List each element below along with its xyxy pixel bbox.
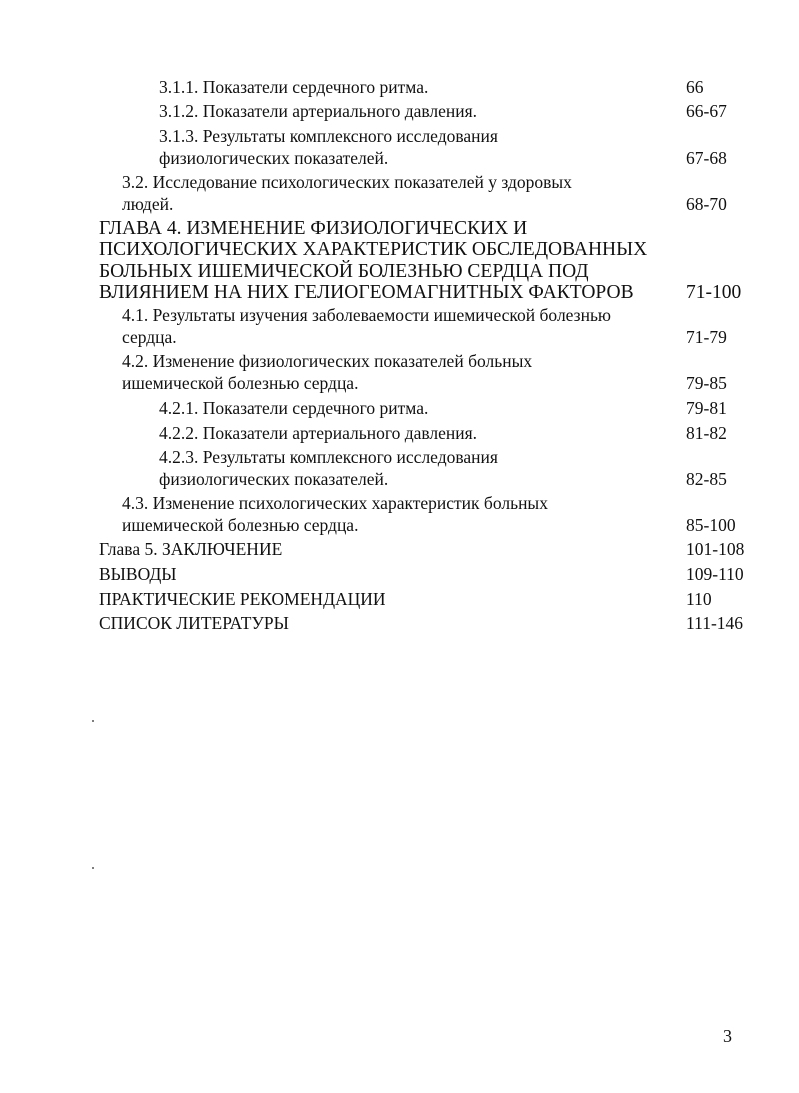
toc-page-4-2-2: 81-82 xyxy=(686,423,727,443)
toc-chapter-4-line-3: БОЛЬНЫХ ИШЕМИЧЕСКОЙ БОЛЕЗНЬЮ СЕРДЦА ПОД xyxy=(99,261,589,282)
toc-chapter-4-line-2: ПСИХОЛОГИЧЕСКИХ ХАРАКТЕРИСТИК ОБСЛЕДОВАННЫХ xyxy=(99,239,648,260)
toc-references: СПИСОК ЛИТЕРАТУРЫ xyxy=(99,613,289,633)
toc-entry-3-2-line-2: людей. xyxy=(122,194,174,214)
toc-entry-4-3-line-2: ишемической болезнью сердца. xyxy=(122,515,359,535)
toc-entry-3-1-2: 3.1.2. Показатели артериального давления. xyxy=(159,101,478,121)
toc-chapter-4-line-4: ВЛИЯНИЕМ НА НИХ ГЕЛИОГЕОМАГНИТНЫХ ФАКТОРОВ xyxy=(99,282,634,303)
toc-page-4-2-1: 79-81 xyxy=(686,398,727,418)
toc-page-chapter-5: 101-108 xyxy=(686,539,745,559)
toc-page-recommendations: 110 xyxy=(686,589,712,609)
toc-entry-3-1-1: 3.1.1. Показатели сердечного ритма. xyxy=(159,77,429,97)
toc-page-4-3: 85-100 xyxy=(686,515,736,535)
toc-entry-4-2-3-line-2: физиологических показателей. xyxy=(159,469,389,489)
toc-page-3-1-1: 66 xyxy=(686,77,704,97)
toc-page-4-2-3: 82-85 xyxy=(686,469,727,489)
toc-entry-4-2-1: 4.2.1. Показатели сердечного ритма. xyxy=(159,398,429,418)
page-number: 3 xyxy=(723,1026,732,1046)
toc-chapter-5: Глава 5. ЗАКЛЮЧЕНИЕ xyxy=(99,539,283,559)
toc-page-chapter-4: 71-100 xyxy=(686,282,742,303)
scan-speck xyxy=(92,720,94,722)
toc-entry-4-1-line-1: 4.1. Результаты изучения заболеваемости ишемической болезнью xyxy=(122,305,612,325)
toc-entry-3-1-3-line-2: физиологических показателей. xyxy=(159,148,389,168)
scan-speck xyxy=(92,867,94,869)
toc-entry-4-2-3-line-1: 4.2.3. Результаты комплексного исследования xyxy=(159,447,498,467)
toc-page-references: 111-146 xyxy=(686,613,744,633)
toc-entry-4-3-line-1: 4.3. Изменение психологических характеристик больных xyxy=(122,493,548,513)
toc-chapter-4-line-1: ГЛАВА 4. ИЗМЕНЕНИЕ ФИЗИОЛОГИЧЕСКИХ И xyxy=(99,218,528,239)
toc-entry-4-1-line-2: сердца. xyxy=(122,327,177,347)
toc-entry-4-2-2: 4.2.2. Показатели артериального давления. xyxy=(159,423,478,443)
toc-page-3-2: 68-70 xyxy=(686,194,727,214)
toc-page-4-1: 71-79 xyxy=(686,327,727,347)
toc-entry-4-2-line-1: 4.2. Изменение физиологических показателей больных xyxy=(122,351,533,371)
toc-conclusions: ВЫВОДЫ xyxy=(99,564,177,584)
toc-entry-4-2-line-2: ишемической болезнью сердца. xyxy=(122,373,359,393)
toc-page-conclusions: 109-110 xyxy=(686,564,744,584)
toc-recommendations: ПРАКТИЧЕСКИЕ РЕКОМЕНДАЦИИ xyxy=(99,589,386,609)
toc-entry-3-1-3-line-1: 3.1.3. Результаты комплексного исследования xyxy=(159,126,498,146)
toc-page-4-2: 79-85 xyxy=(686,373,727,393)
toc-entry-3-2-line-1: 3.2. Исследование психологических показателей у здоровых xyxy=(122,172,572,192)
toc-page-3-1-2: 66-67 xyxy=(686,101,727,121)
toc-page-3-1-3: 67-68 xyxy=(686,148,727,168)
